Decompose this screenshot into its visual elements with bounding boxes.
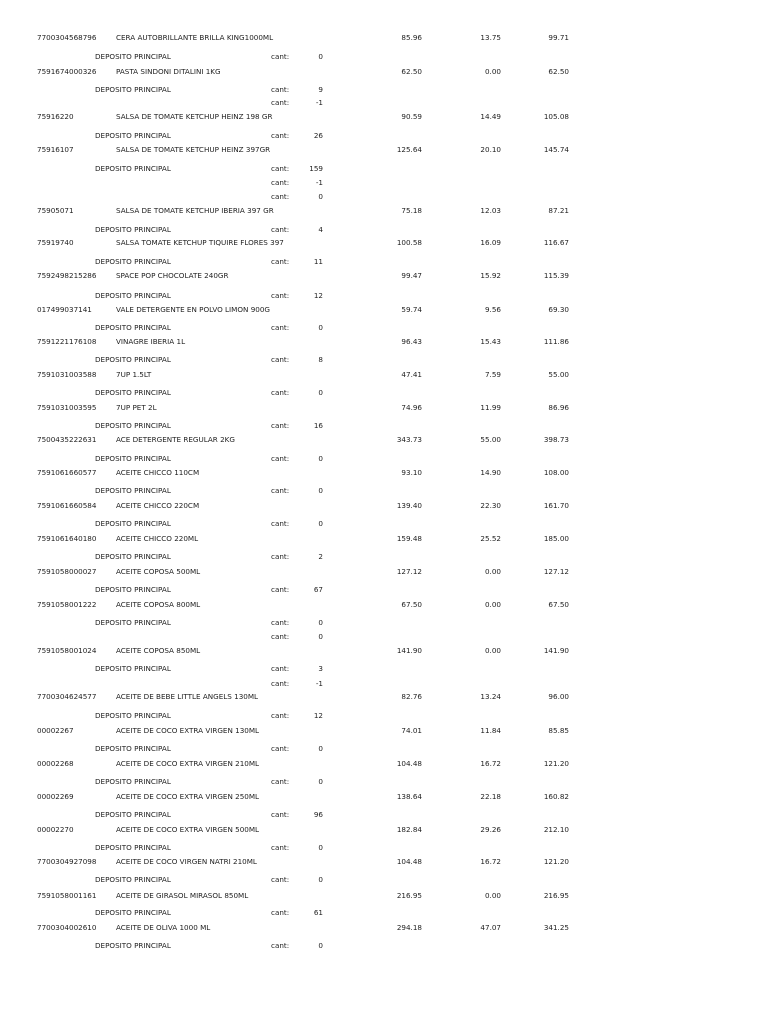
price-tax: 20.10 — [480, 145, 501, 154]
product-name: ACEITE COPOSA 800ML — [116, 600, 201, 609]
qty-label: cant: — [271, 98, 290, 107]
qty-label: cant: — [271, 632, 290, 641]
qty-label: cant: — [271, 85, 290, 94]
qty-label: cant: — [271, 585, 290, 594]
price-total: 86.96 — [548, 403, 569, 412]
product-code: 7591058001024 — [37, 646, 97, 655]
product-name: SALSA DE TOMATE KETCHUP HEINZ 198 GR — [116, 112, 273, 121]
product-code: 7700304927098 — [37, 857, 97, 866]
price-total: 55.00 — [548, 370, 569, 379]
product-code: 00002270 — [37, 825, 74, 834]
price-total: 121.20 — [543, 759, 569, 768]
price-base: 138.64 — [396, 792, 422, 801]
qty-value: 0 — [318, 843, 323, 852]
price-base: 74.96 — [401, 403, 422, 412]
product-name: VINAGRE IBERIA 1L — [116, 337, 186, 346]
qty-value: 96 — [313, 810, 323, 819]
deposit-label: DEPOSITO PRINCIPAL — [95, 618, 171, 627]
product-code: 00002268 — [37, 759, 74, 768]
price-total: 99.71 — [548, 33, 569, 42]
product-code: 00002269 — [37, 792, 74, 801]
product-name: SALSA DE TOMATE KETCHUP IBERIA 397 GR — [116, 206, 274, 215]
deposit-label: DEPOSITO PRINCIPAL — [95, 711, 171, 720]
deposit-label: DEPOSITO PRINCIPAL — [95, 164, 171, 173]
product-code: 75916220 — [37, 112, 74, 121]
price-base: 343.73 — [396, 435, 422, 444]
product-code: 75905071 — [37, 206, 74, 215]
price-base: 159.48 — [396, 534, 422, 543]
price-tax: 22.18 — [480, 792, 501, 801]
price-tax: 0.00 — [484, 600, 501, 609]
price-total: 216.95 — [543, 891, 569, 900]
product-code: 7591674000326 — [37, 67, 97, 76]
deposit-label: DEPOSITO PRINCIPAL — [95, 85, 171, 94]
price-tax: 11.99 — [480, 403, 501, 412]
price-base: 74.01 — [401, 726, 422, 735]
qty-label: cant: — [271, 192, 290, 201]
price-tax: 16.09 — [480, 238, 501, 247]
qty-value: 0 — [318, 632, 323, 641]
price-tax: 16.72 — [480, 759, 501, 768]
price-total: 127.12 — [543, 567, 569, 576]
product-name: ACEITE CHICCO 220CM — [116, 501, 200, 510]
product-name: SPACE POP CHOCOLATE 240GR — [116, 271, 229, 280]
price-total: 67.50 — [548, 600, 569, 609]
qty-label: cant: — [271, 388, 290, 397]
qty-label: cant: — [271, 421, 290, 430]
price-base: 100.58 — [396, 238, 422, 247]
price-total: 87.21 — [548, 206, 569, 215]
qty-label: cant: — [271, 810, 290, 819]
qty-label: cant: — [271, 711, 290, 720]
price-tax: 0.00 — [484, 567, 501, 576]
qty-value: 0 — [318, 618, 323, 627]
qty-label: cant: — [271, 519, 290, 528]
product-code: 7591058000027 — [37, 567, 97, 576]
qty-value: 0 — [318, 52, 323, 61]
product-name: ACEITE CHICCO 110CM — [116, 468, 200, 477]
product-name: 7UP PET 2L — [116, 403, 157, 412]
qty-label: cant: — [271, 131, 290, 140]
price-base: 82.76 — [401, 692, 422, 701]
price-total: 185.00 — [543, 534, 569, 543]
price-total: 108.00 — [543, 468, 569, 477]
deposit-label: DEPOSITO PRINCIPAL — [95, 519, 171, 528]
price-base: 141.90 — [396, 646, 422, 655]
deposit-label: DEPOSITO PRINCIPAL — [95, 421, 171, 430]
product-name: ACEITE CHICCO 220ML — [116, 534, 199, 543]
qty-value: 0 — [318, 323, 323, 332]
price-total: 96.00 — [548, 692, 569, 701]
price-base: 294.18 — [396, 923, 422, 932]
qty-label: cant: — [271, 257, 290, 266]
product-name: ACEITE DE COCO EXTRA VIRGEN 250ML — [116, 792, 260, 801]
deposit-label: DEPOSITO PRINCIPAL — [95, 355, 171, 364]
price-tax: 29.26 — [480, 825, 501, 834]
price-base: 216.95 — [396, 891, 422, 900]
price-base: 104.48 — [396, 759, 422, 768]
price-tax: 9.56 — [484, 305, 501, 314]
deposit-label: DEPOSITO PRINCIPAL — [95, 744, 171, 753]
qty-label: cant: — [271, 618, 290, 627]
deposit-label: DEPOSITO PRINCIPAL — [95, 323, 171, 332]
deposit-label: DEPOSITO PRINCIPAL — [95, 257, 171, 266]
qty-value: 8 — [318, 355, 323, 364]
product-code: 7700304002610 — [37, 923, 97, 932]
deposit-label: DEPOSITO PRINCIPAL — [95, 908, 171, 917]
product-name: CERA AUTOBRILLANTE BRILLA KING1000ML — [116, 33, 274, 42]
qty-value: 61 — [313, 908, 323, 917]
price-tax: 14.49 — [480, 112, 501, 121]
deposit-label: DEPOSITO PRINCIPAL — [95, 454, 171, 463]
price-tax: 15.43 — [480, 337, 501, 346]
product-name: ACEITE DE COCO EXTRA VIRGEN 210ML — [116, 759, 260, 768]
qty-value: 0 — [318, 744, 323, 753]
price-tax: 0.00 — [484, 891, 501, 900]
product-name: SALSA DE TOMATE KETCHUP HEINZ 397GR — [116, 145, 271, 154]
qty-value: 26 — [313, 131, 323, 140]
qty-value: -1 — [315, 98, 323, 107]
product-name: SALSA TOMATE KETCHUP TIQUIRE FLORES 397 — [116, 238, 284, 247]
price-total: 121.20 — [543, 857, 569, 866]
price-total: 116.67 — [543, 238, 569, 247]
qty-value: 0 — [318, 388, 323, 397]
qty-value: 0 — [318, 519, 323, 528]
price-total: 341.25 — [543, 923, 569, 932]
price-base: 47.41 — [401, 370, 422, 379]
price-base: 90.59 — [401, 112, 422, 121]
qty-label: cant: — [271, 355, 290, 364]
price-total: 398.73 — [543, 435, 569, 444]
qty-value: 16 — [313, 421, 323, 430]
qty-value: 0 — [318, 454, 323, 463]
price-total: 145.74 — [543, 145, 569, 154]
qty-value: -1 — [315, 178, 323, 187]
deposit-label: DEPOSITO PRINCIPAL — [95, 388, 171, 397]
product-name: PASTA SINDONI DITALINI 1KG — [116, 67, 221, 76]
product-name: ACEITE DE OLIVA 1000 ML — [116, 923, 211, 932]
deposit-label: DEPOSITO PRINCIPAL — [95, 843, 171, 852]
product-name: ACEITE COPOSA 500ML — [116, 567, 201, 576]
price-total: 141.90 — [543, 646, 569, 655]
qty-label: cant: — [271, 777, 290, 786]
deposit-label: DEPOSITO PRINCIPAL — [95, 552, 171, 561]
price-tax: 7.59 — [484, 370, 501, 379]
product-code: 00002267 — [37, 726, 74, 735]
price-total: 85.85 — [548, 726, 569, 735]
product-code: 7591058001222 — [37, 600, 97, 609]
price-base: 75.18 — [401, 206, 422, 215]
product-name: ACEITE DE GIRASOL MIRASOL 850ML — [116, 891, 249, 900]
price-total: 69.30 — [548, 305, 569, 314]
price-tax: 13.75 — [480, 33, 501, 42]
product-name: ACEITE DE COCO EXTRA VIRGEN 130ML — [116, 726, 260, 735]
qty-value: 2 — [318, 552, 323, 561]
price-total: 161.70 — [543, 501, 569, 510]
product-name: VALE DETERGENTE EN POLVO LIMON 900G — [116, 305, 270, 314]
product-code: 7591061640180 — [37, 534, 97, 543]
deposit-label: DEPOSITO PRINCIPAL — [95, 664, 171, 673]
price-base: 125.64 — [396, 145, 422, 154]
price-base: 139.40 — [396, 501, 422, 510]
product-code: 75916107 — [37, 145, 74, 154]
qty-value: 4 — [318, 225, 323, 234]
qty-value: 0 — [318, 777, 323, 786]
price-tax: 14.90 — [480, 468, 501, 477]
deposit-label: DEPOSITO PRINCIPAL — [95, 131, 171, 140]
product-code: 7500435222631 — [37, 435, 97, 444]
price-total: 105.08 — [543, 112, 569, 121]
qty-value: 0 — [318, 486, 323, 495]
qty-label: cant: — [271, 941, 290, 950]
qty-value: 3 — [318, 664, 323, 673]
price-base: 59.74 — [401, 305, 422, 314]
product-name: ACEITE COPOSA 850ML — [116, 646, 201, 655]
price-total: 62.50 — [548, 67, 569, 76]
deposit-label: DEPOSITO PRINCIPAL — [95, 486, 171, 495]
price-base: 93.10 — [401, 468, 422, 477]
deposit-label: DEPOSITO PRINCIPAL — [95, 225, 171, 234]
qty-label: cant: — [271, 679, 290, 688]
qty-value: -1 — [315, 679, 323, 688]
qty-value: 0 — [318, 192, 323, 201]
deposit-label: DEPOSITO PRINCIPAL — [95, 291, 171, 300]
deposit-label: DEPOSITO PRINCIPAL — [95, 810, 171, 819]
qty-label: cant: — [271, 875, 290, 884]
deposit-label: DEPOSITO PRINCIPAL — [95, 585, 171, 594]
price-base: 182.84 — [396, 825, 422, 834]
qty-label: cant: — [271, 323, 290, 332]
product-name: 7UP 1.5LT — [116, 370, 152, 379]
price-tax: 25.52 — [480, 534, 501, 543]
product-code: 7591031003595 — [37, 403, 97, 412]
product-code: 7591058001161 — [37, 891, 97, 900]
qty-label: cant: — [271, 225, 290, 234]
qty-value: 9 — [318, 85, 323, 94]
qty-value: 11 — [313, 257, 323, 266]
price-base: 127.12 — [396, 567, 422, 576]
price-tax: 0.00 — [484, 67, 501, 76]
qty-label: cant: — [271, 178, 290, 187]
qty-label: cant: — [271, 908, 290, 917]
price-base: 104.48 — [396, 857, 422, 866]
price-total: 111.86 — [543, 337, 569, 346]
product-name: ACEITE DE BEBE LITTLE ANGELS 130ML — [116, 692, 259, 701]
product-code: 75919740 — [37, 238, 74, 247]
qty-label: cant: — [271, 664, 290, 673]
product-code: 7700304624577 — [37, 692, 97, 701]
price-tax: 15.92 — [480, 271, 501, 280]
qty-value: 0 — [318, 941, 323, 950]
qty-value: 0 — [318, 875, 323, 884]
product-name: ACE DETERGENTE REGULAR 2KG — [116, 435, 235, 444]
deposit-label: DEPOSITO PRINCIPAL — [95, 52, 171, 61]
qty-value: 12 — [313, 711, 323, 720]
price-tax: 16.72 — [480, 857, 501, 866]
product-code: 7591221176108 — [37, 337, 97, 346]
qty-label: cant: — [271, 52, 290, 61]
price-total: 212.10 — [543, 825, 569, 834]
product-code: 7591031003588 — [37, 370, 97, 379]
price-tax: 13.24 — [480, 692, 501, 701]
qty-label: cant: — [271, 164, 290, 173]
qty-label: cant: — [271, 454, 290, 463]
product-code: 7700304568796 — [37, 33, 97, 42]
price-base: 62.50 — [401, 67, 422, 76]
price-total: 160.82 — [543, 792, 569, 801]
qty-value: 67 — [313, 585, 323, 594]
product-code: 7592498215286 — [37, 271, 97, 280]
qty-value: 12 — [313, 291, 323, 300]
deposit-label: DEPOSITO PRINCIPAL — [95, 941, 171, 950]
price-base: 99.47 — [401, 271, 422, 280]
qty-label: cant: — [271, 291, 290, 300]
price-tax: 11.84 — [480, 726, 501, 735]
price-base: 85.96 — [401, 33, 422, 42]
price-tax: 0.00 — [484, 646, 501, 655]
price-total: 115.39 — [543, 271, 569, 280]
price-base: 96.43 — [401, 337, 422, 346]
product-code: 7591061660584 — [37, 501, 97, 510]
deposit-label: DEPOSITO PRINCIPAL — [95, 875, 171, 884]
qty-value: 159 — [309, 164, 323, 173]
price-tax: 12.03 — [480, 206, 501, 215]
product-name: ACEITE DE COCO VIRGEN NATRI 210ML — [116, 857, 257, 866]
price-tax: 47.07 — [480, 923, 501, 932]
qty-label: cant: — [271, 843, 290, 852]
product-code: 017499037141 — [37, 305, 92, 314]
price-tax: 22.30 — [480, 501, 501, 510]
product-code: 7591061660577 — [37, 468, 97, 477]
qty-label: cant: — [271, 744, 290, 753]
qty-label: cant: — [271, 552, 290, 561]
price-base: 67.50 — [401, 600, 422, 609]
deposit-label: DEPOSITO PRINCIPAL — [95, 777, 171, 786]
price-tax: 55.00 — [480, 435, 501, 444]
qty-label: cant: — [271, 486, 290, 495]
product-name: ACEITE DE COCO EXTRA VIRGEN 500ML — [116, 825, 260, 834]
